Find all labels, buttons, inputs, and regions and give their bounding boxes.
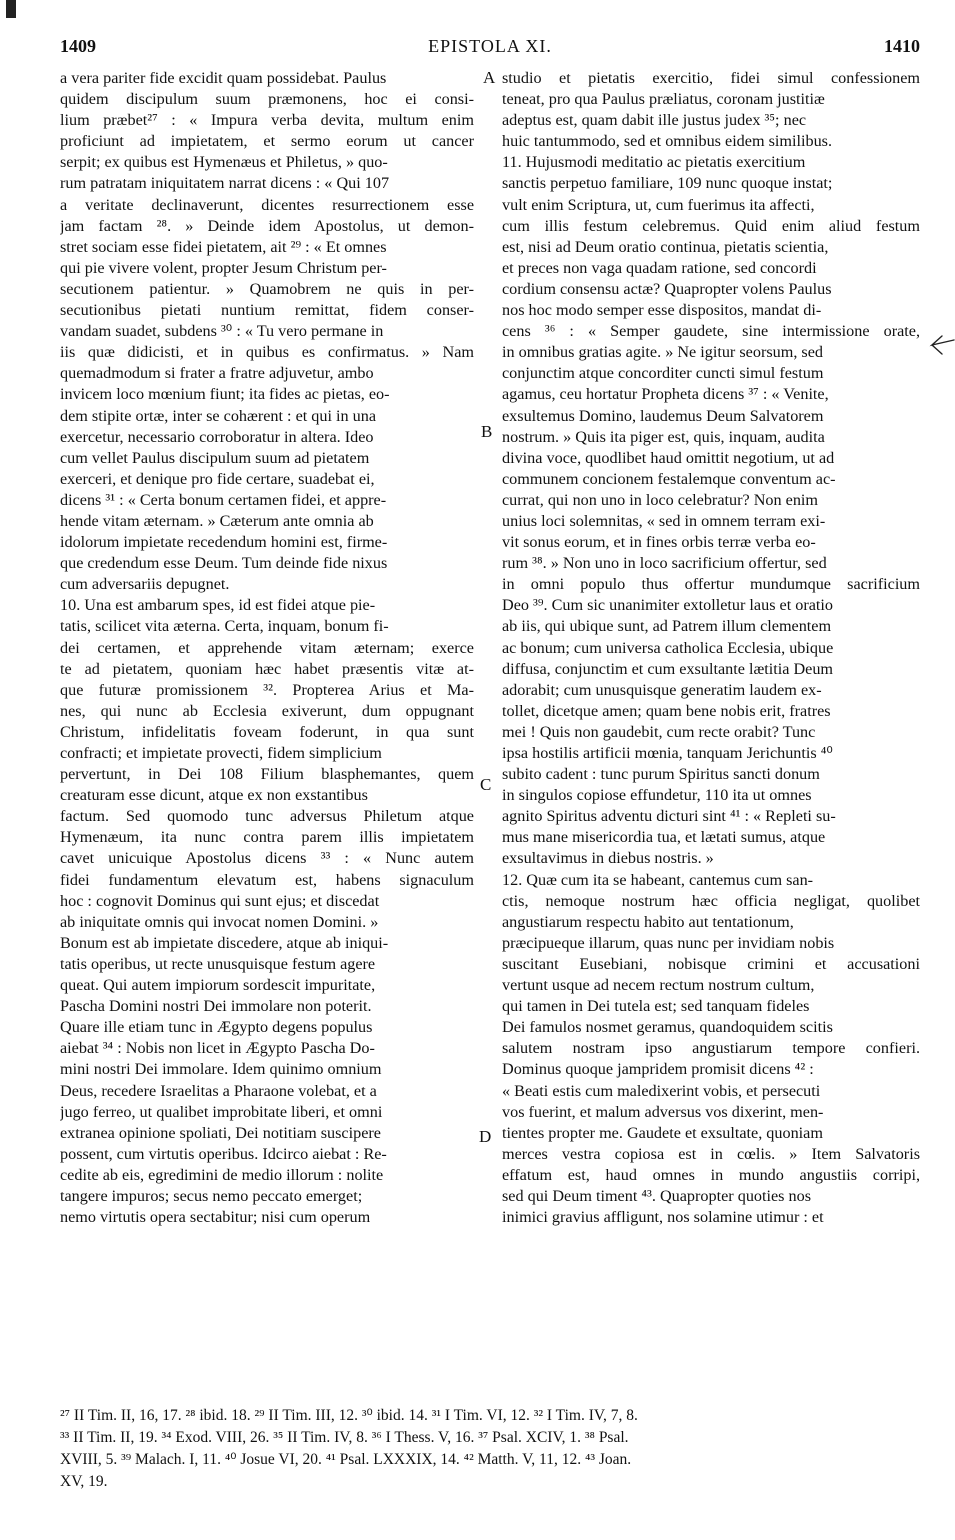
left-column-line: dicens ³¹ : « Certa bonum certamen fidei, et appre- [60,490,387,509]
right-column-line: merces vestra copiosa est in cœlis. » Item Salvatoris [502,1144,920,1163]
left-column-line: queat. Qui autem impiorum sordescit impuritate, [60,976,376,995]
left-column-line: rum patratam iniquitatem narrat dicens : « Qui 107 [60,174,390,193]
left-column-line: cum vellet Paulus discipulum suum ad pietatem [60,448,370,467]
right-column-line: in omnibus gratias agite. » Ne igitur seorsum, sed [502,343,823,362]
right-column-line: nostrum. » Quis ita piger est, quis, inquam, audita [502,427,825,446]
scan-edge-mark [6,0,16,18]
left-column-line: tangere impuros; secus nemo peccato emerget; [60,1186,363,1205]
left-column-line: confracti; et impietate provecti, fidem simplicium [60,744,382,762]
right-column-line: cum illis festum celebremus. Quid enim aliud festum [502,216,920,235]
right-column-line: unius loci solemnitas, « sed in omnem terram exi- [502,511,826,530]
right-column-line: exsultavimus in diebus nostris. » [502,849,714,868]
page-number-left: 1409 [60,36,96,56]
left-column-line: mini nostri Dei immolare. Idem quinimo omnium [60,1060,382,1079]
right-column-line: mei ! Quis non gaudebit, cum recte orabit? Tunc [502,722,816,741]
left-column-line: 10. Una est ambarum spes, id est fidei atque pie- [60,596,376,615]
left-column-line: tatis operibus, ut recte unusquisque festum agere [60,954,376,973]
right-column-line: suscitant Eusebiani, nobisque crimini et accusationi [502,954,920,973]
page-number-right: 1410 [884,36,920,56]
left-column-line: jam factam ²⁸. » Deinde idem Apostolus, ut demon- [60,216,474,235]
handwritten-arrow-icon [928,332,955,356]
left-column-line: Bonum est ab impietate discedere, atque ab iniqui- [60,933,389,952]
footnote-line: ³³ II Tim. II, 19. ³⁴ Exod. VIII, 26. ³⁵ II Tim. IV, 8. ³⁶ I Thess. V, 16. ³⁷ Psal. XCIV, 1. ³⁸ Psal. [60,1429,629,1446]
right-column-line: agnito Spiritus adventu dicturi sint ⁴¹ : « Repleti su- [502,807,836,826]
right-column-line: nos hoc modo semper esse dispositos, mandat di- [502,301,822,320]
right-column-line: « Beati estis cum maledixerint vobis, et persecuti [502,1081,821,1100]
left-column-line: hende vitam æternam. » Cæterum ante omnia ab [60,511,374,530]
right-column-line: tollet, dicetque amen; quam bene nobis erit, fratres [502,701,831,720]
left-column-line: cavet unicuique Apostolus dicens ³³ : « Nunc autem [60,849,474,868]
left-column-line: Pascha Domini nostri Dei immolare non poterit. [60,997,372,1016]
left-column-line: a vera pariter fide excidit quam possidebat. Paulus [60,69,387,87]
right-column-line: cens ³⁶ : « Semper gaudete, sine intermissione orate, [502,322,920,341]
right-column-line: Deo ³⁹. Cum sic unanimiter extolletur laus et oratio [502,596,834,615]
right-column-line: currat, qui non uno in loco celebratur? Non enim [502,490,819,509]
right-column-line: subito cadent : tunc purum Spiritus sancti donum [502,765,820,784]
right-column-line: vit sonus eorum, et in fines orbis terræ verba eo- [502,533,816,552]
right-column-line: ac bonum; cum universa catholica Ecclesia, ubique [502,638,834,657]
left-column [60,68,474,1228]
left-column-line: a veritate declinaverunt, dicentes resurrectionem esse [60,195,474,214]
right-column-line: Dominus quoque jampridem promisit dicens ⁴² : [502,1060,814,1079]
left-column-line: que credendum esse Deum. Tum deinde fide nixus [60,554,388,573]
right-column-line: communem concionem festalemque conventum ac- [502,469,836,488]
left-column-line: Hymenæum, ita nunc contra parem illis impietatem [60,828,474,847]
left-column-line: serpit; ex quibus est Hymenæus et Philetus, » quo- [60,153,388,172]
left-column-line: proficiunt ad impietatem, et sermo eorum ut cancer [60,132,474,151]
right-column-line: teneat, pro qua Paulus præliatus, coronam justitiæ [502,90,825,109]
left-column-line: tatis, scilicet vita æterna. Certa, inquam, bonum fi- [60,617,389,636]
footnote-line: ²⁷ II Tim. II, 16, 17. ²⁸ ibid. 18. ²⁹ II Tim. III, 12. ³⁰ ibid. 14. ³¹ I Tim. VI, 12. ³² I Tim. IV, 7, 8. [60,1407,638,1424]
right-column-line: in singulos copiose effundetur, 110 ita ut omnes [502,786,812,805]
right-column-line: 11. Hujusmodi meditatio ac pietatis exercitium [502,153,806,172]
right-column-line: præcipueque illarum, quas nunc per invidiam nobis [502,933,835,952]
right-column-line: ab iis, qui ubique sunt, ad Patrem illum clementem [502,617,832,636]
left-column-line: secutionem patientur. » Quamobrem ne quis in per- [60,279,474,298]
right-column-line: tientes propter me. Gaudete et exsultate, quoniam [502,1123,823,1142]
left-column-line: lium præbet²⁷ : « Impura verba devita, multum enim [60,111,474,130]
left-column-line: quidem discipulum suum præmonens, hoc ei consi- [60,90,474,109]
section-letter-a: A [483,68,496,87]
left-column-line: aiebat ³⁴ : Nobis non licet in Ægypto Pascha Do- [60,1039,375,1058]
right-column-line: cordium consensu actæ? Quapropter volens Paulus [502,279,832,298]
section-letter-c: C [480,775,492,794]
right-column-line: adorabit; cum unusquisque generatim laudem ex- [502,680,822,699]
left-column-line: factum. Sed quomodo tunc adversus Philetum atque [60,807,474,826]
left-column-line: stret sociam esse fidei pietatem, ait ²⁹ : « Et omnes [60,237,387,256]
left-column-line: creaturam esse dicunt, atque ex non exstantibus [60,786,368,805]
left-column-line: nes, qui nunc ab Ecclesia exiverunt, dum oppugnant [60,701,474,720]
left-column-line: dei certamen, et apprehende vitam æternam; exerce [60,638,474,657]
footnotes [60,1405,930,1493]
left-column-line: qui pie vivere volent, propter Jesum Christum per- [60,258,387,277]
left-column-line: possent, cum virtutis operibus. Idcirco aiebat : Re- [60,1144,387,1163]
right-column-line: in omni populo thus offertur mundumque sacrificium [502,575,920,594]
left-column-line: extranea opinione spoliati, Dei notitiam suscipere [60,1123,381,1142]
right-column-line: inimici gravius affligunt, nos solamine utimur : et [502,1208,824,1227]
left-column-line: Quare ille etiam tunc in Ægypto degens populus [60,1018,373,1037]
right-column-line: conjunctim atque concorditer cuncti simul festum [502,364,824,383]
right-column [502,68,920,1228]
right-column-line: adeptus est, quam dabit ille justus judex ³⁵; nec [502,111,807,130]
left-column-line: Christum, infidelitatis foveam foderunt, in qua sunt [60,722,474,741]
right-column-line: qui tamen in Dei tutela est; sed tanquam fideles [502,997,810,1016]
left-column-line: secutionibus pietati nuntium remittat, fidem conser- [60,301,474,320]
right-column-line: 12. Quæ cum ita se habeant, cantemus cum san- [502,870,814,889]
right-column-line: exsultemus Domino, laudemus Deum Salvatorem [502,406,824,425]
right-column-line: sanctis perpetuo familiare, 109 nunc quoque instat; [502,174,833,193]
right-column-line: agamus, ceu hortatur Propheta dicens ³⁷ : « Venite, [502,385,829,404]
left-column-line: idolorum impietate recedendum homini est, firme- [60,533,388,552]
right-column-line: vult enim Scriptura, ut, cum fuerimus ita affecti, [502,195,815,214]
right-column-line: vertunt usque ad necem rectum nostrum cultum, [502,976,815,995]
left-column-line: exercetur, necessario corroboratur in altera. Ideo [60,427,374,446]
left-column-line: jugo ferreo, ut qualibet improbitate liberi, et omni [60,1102,383,1121]
right-column-line: rum ³⁸. » Non uno in loco sacrificium offertur, sed [502,554,827,573]
running-title: EPISTOLA XI. [428,36,552,56]
page-header [60,32,920,62]
right-column-line: angustiarum respectu habito aut tentationum, [502,912,794,931]
right-column-line: ctis, nemoque nostrum hæc officia negligat, quolibet [502,891,920,910]
right-column-line: diffusa, conjunctim et cum exsultante lætitia Deum [502,659,834,678]
right-column-line: huic tantummodo, sed et omnibus eidem similibus. [502,132,833,151]
right-column-line: effatum est, haud omnes in mundo angustiis corripi, [502,1165,920,1184]
right-column-line: et preces non vaga quadam ratione, sed concordi [502,258,817,277]
left-column-line: nemo virtutis opera sectabitur; nisi cum operum [60,1208,371,1227]
right-column-line: Dei famulos nosmet geramus, quandoquidem scitis [502,1018,833,1037]
right-column-line: mus mane misericordia tua, et lætati sumus, atque [502,828,826,847]
right-column-line: studio et pietatis exercitio, fidei simul confessionem [502,69,920,87]
section-letter-b: B [481,422,493,441]
left-column-line: iis quæ didicisti, et in quibus es confirmatus. » Nam [60,343,474,362]
left-column-line: vandam suadet, subdens ³⁰ : « Tu vero permane in [60,322,384,341]
left-column-line: Deus, recedere Israelitas a Pharaone volebat, et a [60,1081,377,1100]
right-column-line: vos fuerint, et malum adversus vos dixerint, men- [502,1102,824,1121]
left-column-line: te ad pietatem, quoniam hæc habet præsentis vitæ at- [60,659,474,678]
left-column-line: quemadmodum si frater a fratre adjuvetur, ambo [60,364,374,383]
left-column-line: pervertunt, in Dei 108 Filium blasphemantes, quem [60,765,474,784]
right-column-line: sed qui Deum timent ⁴³. Quapropter quoties nos [502,1186,812,1205]
section-letter-d: D [479,1127,492,1146]
left-column-line: invicem loco mœnium fiunt; ita fides ac pietas, eo- [60,385,390,404]
left-column-line: exerceri, et denique pro fide certare, suadebat ei, [60,469,375,488]
left-column-line: cum adversariis depugnet. [60,575,230,594]
right-column-line: est, nisi ad Deum oratio continua, pietatis scientia, [502,237,829,256]
left-column-line: fidei fundamentum elevatum est, habens signaculum [60,870,474,889]
left-column-line: que futuræ promissionem ³². Propterea Arius et Ma- [60,680,474,699]
left-column-line: dem stipite ortæ, inter se cohærent : et qui in una [60,406,377,425]
right-column-line: salutem nostram ipso angustiarum tempore confieri. [502,1039,920,1058]
left-column-line: ab iniquitate omnis qui invocat nomen Domini. » [60,912,379,931]
footnote-line: XV, 19. [60,1473,108,1490]
right-column-line: divina voce, quodlibet haud omittit negotium, ut ad [502,448,835,467]
right-column-line: ipsa hostilis artificii mœnia, tanquam Jerichuntis ⁴⁰ [502,744,833,762]
left-column-line: hoc : cognovit Dominus qui sunt ejus; et discedat [60,891,380,910]
left-column-line: cedite ab eis, egredimini de medio illorum : nolite [60,1165,384,1184]
footnote-line: XVIII, 5. ³⁹ Malach. I, 11. ⁴⁰ Josue VI, 20. ⁴¹ Psal. LXXXIX, 14. ⁴² Matth. V, 11, 12. ⁴³ Joan. [60,1451,632,1468]
